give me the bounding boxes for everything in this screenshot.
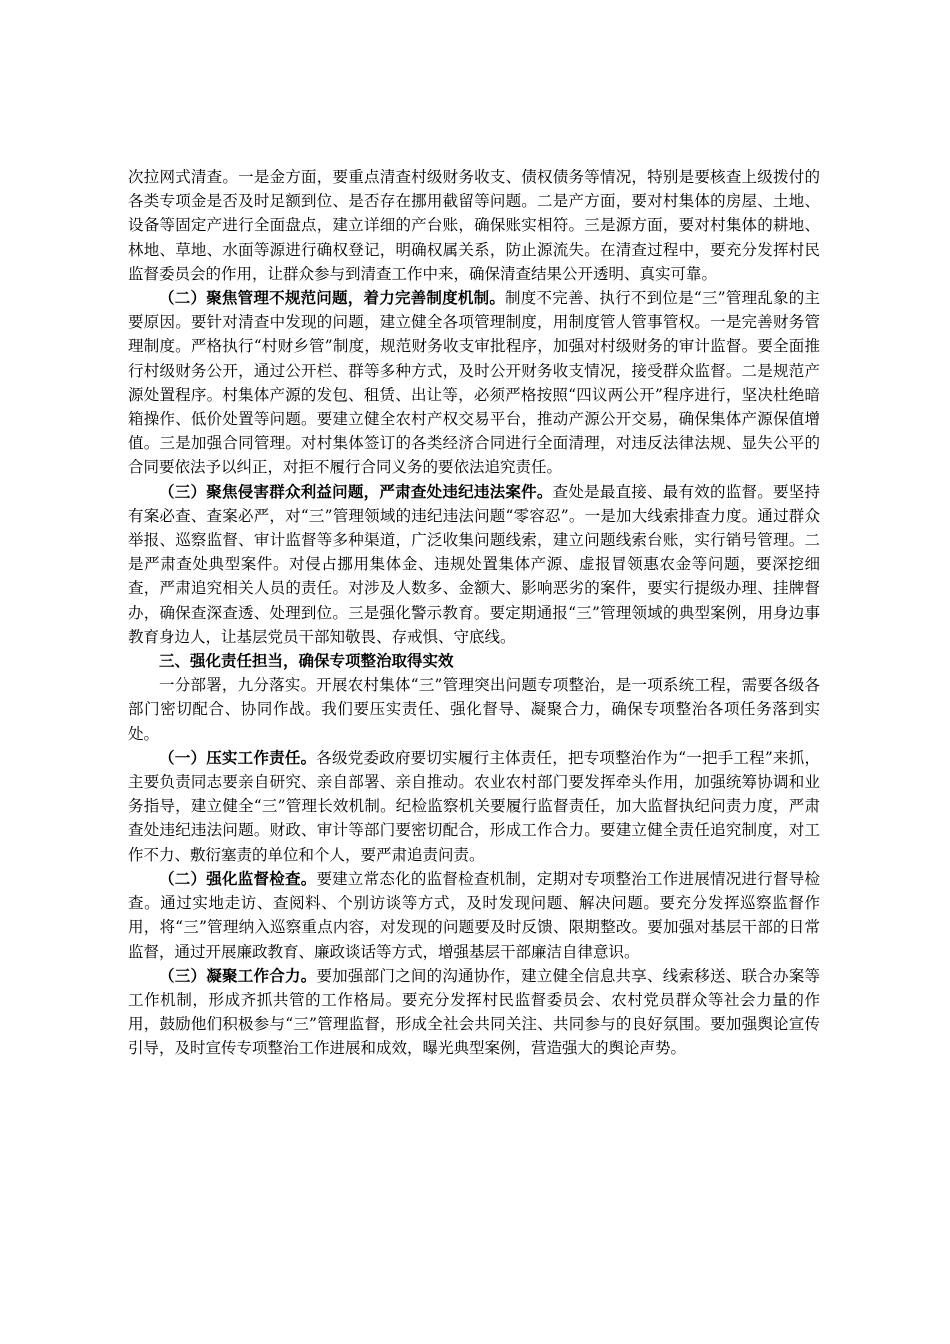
paragraph-lead: （二）聚焦管理不规范问题，着力完善制度机制。: [159, 288, 506, 308]
paragraph-text: 制度不完善、执行不到位是“三”管理乱象的主要原因。要针对清查中发现的问题，建立健全各项管理制度，用制度管人管事管权。一是完善财务管理制度。严格执行“村财乡管”制度，规范财务收支审批程序，加强对村级财务的审计监督。要全面推行村级财务公开，通过公开栏、群等多种方式，及时公开财务收支情况，接受群众监督。二是规范产源处置程序。村集体产源的发包、租赁、出让等，必须严格按照“四议两公开”程序进行，坚决杜绝暗箱操作、低价处置等问题。要建立健全农村产权交易平台，推动产源公开交易，确保集体产源保值增值。三是加强合同管理。对村集体签订的各类经济合同进行全面清理，对违反法律法规、显失公平的合同要依法予以纠正，对拒不履行合同义务的要依法追究责任。: [128, 289, 820, 477]
paragraph-lead: （三）凝聚工作合力。: [159, 965, 317, 985]
paragraph-section-3-intro: [128, 673, 820, 746]
paragraph-continuation: [128, 165, 820, 286]
paragraph-lead: （一）压实工作责任。: [159, 747, 317, 767]
paragraph-text: 查处是最直接、最有效的监督。要坚持有案必查、查案必严，对“三”管理领域的违纪违法问题“零容忍”。一是加大线索排查力度。通过群众举报、巡察监督、审计监督等多种渠道，广泛收集问题线索，建立问题线索台账，实行销号管理。二是严肃查处典型案件。对侵占挪用集体金、违规处置集体产源、虚报冒领惠农金等问题，要深挖细查，严肃追究相关人员的责任。对涉及人数多、金额大、影响恶劣的案件，要实行提级办理、挂牌督办，确保查深查透、处理到位。三是强化警示教育。要定期通报“三”管理领域的典型案例，用身边事教育身边人，让基层党员干部知敬畏、存戒惧、守底线。: [128, 482, 820, 646]
document-body: [128, 165, 820, 1061]
paragraph-text: 要加强部门之间的沟通协作，建立健全信息共享、线索移送、联合办案等工作机制，形成齐抓共管的工作格局。要充分发挥村民监督委员会、农村党员群众等社会力量的作用，鼓励他们积极参与“三”管理监督，形成全社会共同关注、共同参与的良好氛围。要加强舆论宣传引导，及时宣传专项整治工作进展和成效，曝光典型案例，营造强大的舆论声势。: [128, 966, 820, 1058]
paragraph-section-3-3: [128, 964, 820, 1061]
paragraph-text: 次拉网式清查。一是金方面，要重点清查村级财务收支、债权债务等情况，特别是要核查上级拨付的各类专项金是否及时足额到位、是否存在挪用截留等问题。二是产方面，要对村集体的房屋、土地、设备等固定产进行全面盘点，建立详细的产台账，确保账实相符。三是源方面，要对村集体的耕地、林地、草地、水面等源进行确权登记，明确权属关系，防止源流失。在清查过程中，要充分发挥村民监督委员会的作用，让群众参与到清查工作中来，确保清查结果公开透明、真实可靠。: [128, 168, 820, 283]
paragraph-text: 一分部署，九分落实。开展农村集体“三”管理突出问题专项整治，是一项系统工程，需要各级各部门密切配合、协同作战。我们要压实责任、强化督导、凝聚合力，确保专项整治各项任务落到实处。: [128, 676, 820, 743]
paragraph-text: 要建立常态化的监督检查机制，定期对专项整治工作进展情况进行督导检查。通过实地走访、查阅料、个别访谈等方式，及时发现问题、解决问题。要充分发挥巡察监督作用，将“三”管理纳入巡察重点内容，对发现的问题要及时反馈、限期整改。要加强对基层干部的日常监督，通过开展廉政教育、廉政谈话等方式，增强基层干部廉洁自律意识。: [128, 869, 820, 961]
paragraph-lead: （二）强化监督检查。: [159, 868, 317, 888]
paragraph-text: 各级党委政府要切实履行主体责任，把专项整治作为“一把手工程”来抓，主要负责同志要亲自研究、亲自部署、亲自推动。农业农村部门要发挥牵头作用，加强统筹协调和业务指导，建立健全“三”管理长效机制。纪检监察机关要履行监督责任，加大监督执纪问责力度，严肃查处违纪违法问题。财政、审计等部门要密切配合，形成工作合力。要建立健全责任追究制度，对工作不力、敷衍塞责的单位和个人，要严肃追责问责。: [128, 748, 820, 864]
paragraph-lead: （三）聚焦侵害群众利益问题，严肃查处违纪违法案件。: [159, 481, 553, 501]
paragraph-section-2-2: [128, 286, 820, 480]
paragraph-section-2-3: [128, 480, 820, 649]
paragraph-section-3-2: [128, 867, 820, 964]
section-heading-3: 三、强化责任担当，确保专项整治取得实效: [159, 651, 454, 671]
paragraph-section-3-1: [128, 746, 820, 867]
